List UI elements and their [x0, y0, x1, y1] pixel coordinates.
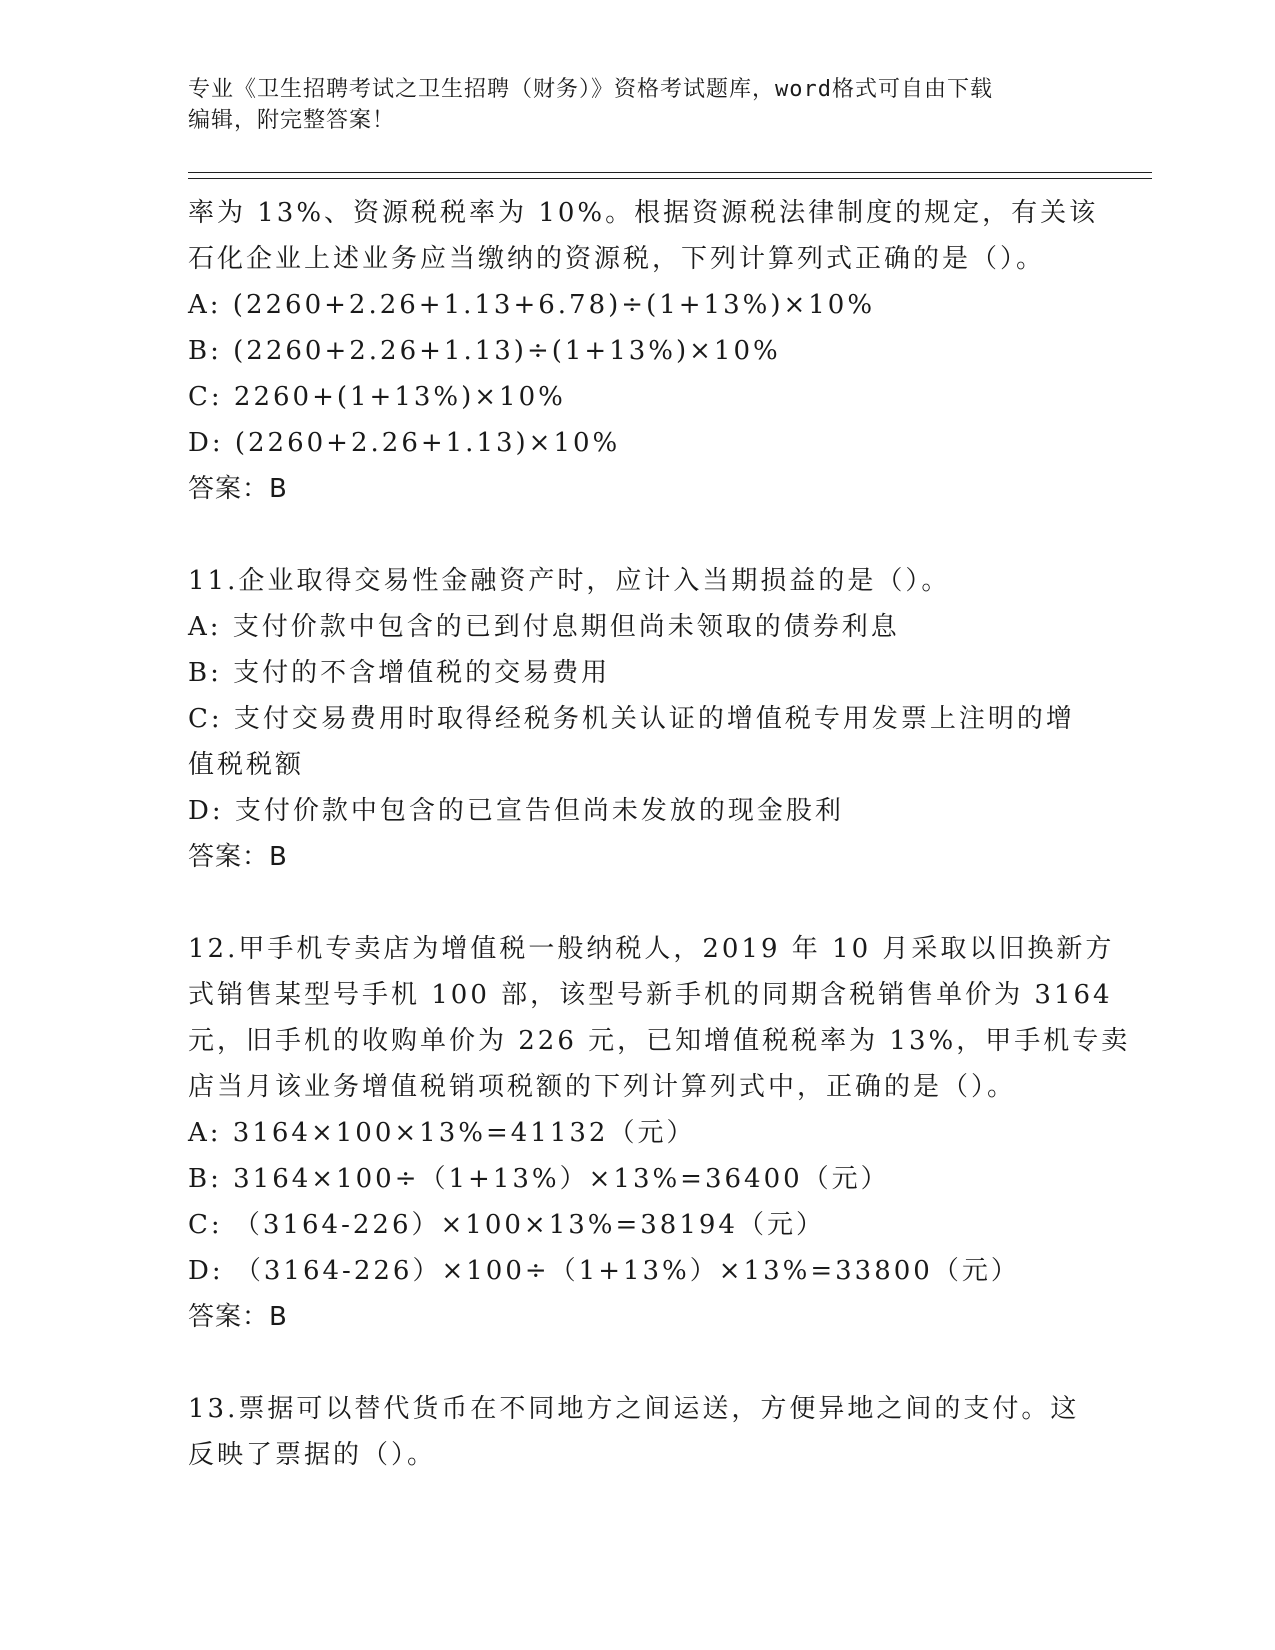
question-stem-line: 13.票据可以替代货币在不同地方之间运送，方便异地之间的支付。这 — [188, 1394, 1080, 1424]
header-line-2: 编辑，附完整答案！ — [188, 108, 396, 133]
option-b: B: 支付的不含增值税的交易费用 — [188, 658, 611, 688]
question-stem-line: 店当月该业务增值税销项税额的下列计算列式中，正确的是（）。 — [188, 1072, 1017, 1102]
header-divider-bottom — [188, 178, 1152, 179]
option-c: C: 2260+(1+13%)×10% — [188, 382, 566, 412]
option-a: A: 3164×100×13%=41132（元） — [188, 1118, 696, 1148]
answer-line: 答案：B — [188, 842, 288, 872]
question-10 — [188, 190, 1108, 512]
option-b: B: 3164×100÷（1+13%）×13%=36400（元） — [188, 1164, 890, 1194]
option-c: C: （3164-226）×100×13%=38194（元） — [188, 1210, 825, 1240]
option-a: A: (2260+2.26+1.13+6.78)÷(1+13%)×10% — [188, 290, 876, 320]
answer-line: 答案：B — [188, 1302, 288, 1332]
question-stem-line: 12.甲手机专卖店为增值税一般纳税人，2019 年 10 月采取以旧换新方 — [188, 934, 1115, 964]
question-spacer — [188, 1340, 1108, 1386]
option-c-continued: 值税税额 — [188, 750, 305, 780]
question-stem-line: 式销售某型号手机 100 部，该型号新手机的同期含税销售单价为 3164 — [188, 980, 1113, 1010]
question-stem-line: 反映了票据的（）。 — [188, 1440, 437, 1470]
answer-line: 答案：B — [188, 474, 288, 504]
question-13 — [188, 1386, 1108, 1478]
question-list — [188, 190, 1131, 1478]
question-spacer — [188, 880, 1108, 926]
header-line-1: 专业《卫生招聘考试之卫生招聘（财务）》资格考试题库，word格式可自由下载 — [188, 77, 993, 102]
option-d: D: 支付价款中包含的已宣告但尚未发放的现金股利 — [188, 796, 844, 826]
option-b: B: (2260+2.26+1.13)÷(1+13%)×10% — [188, 336, 781, 366]
question-12 — [188, 926, 1131, 1340]
question-stem-line: 率为 13%、资源税税率为 10%。根据资源税法律制度的规定，有关该 — [188, 198, 1099, 228]
question-stem-line: 元，旧手机的收购单价为 226 元，已知增值税税率为 13%，甲手机专卖 — [188, 1026, 1131, 1056]
question-spacer — [188, 512, 1108, 558]
option-c: C: 支付交易费用时取得经税务机关认证的增值税专用发票上注明的增 — [188, 704, 1075, 734]
option-a: A: 支付价款中包含的已到付息期但尚未领取的债券利息 — [188, 612, 900, 642]
question-11 — [188, 558, 1108, 880]
question-stem-line: 11.企业取得交易性金融资产时，应计入当期损益的是（）。 — [188, 566, 951, 596]
option-d: D: （3164-226）×100÷（1+13%）×13%=33800（元） — [188, 1256, 1020, 1286]
header-divider-top — [188, 172, 1152, 173]
option-d: D: (2260+2.26+1.13)×10% — [188, 428, 621, 458]
question-stem-line: 石化企业上述业务应当缴纳的资源税，下列计算列式正确的是（）。 — [188, 244, 1046, 274]
document-header — [188, 74, 1088, 136]
